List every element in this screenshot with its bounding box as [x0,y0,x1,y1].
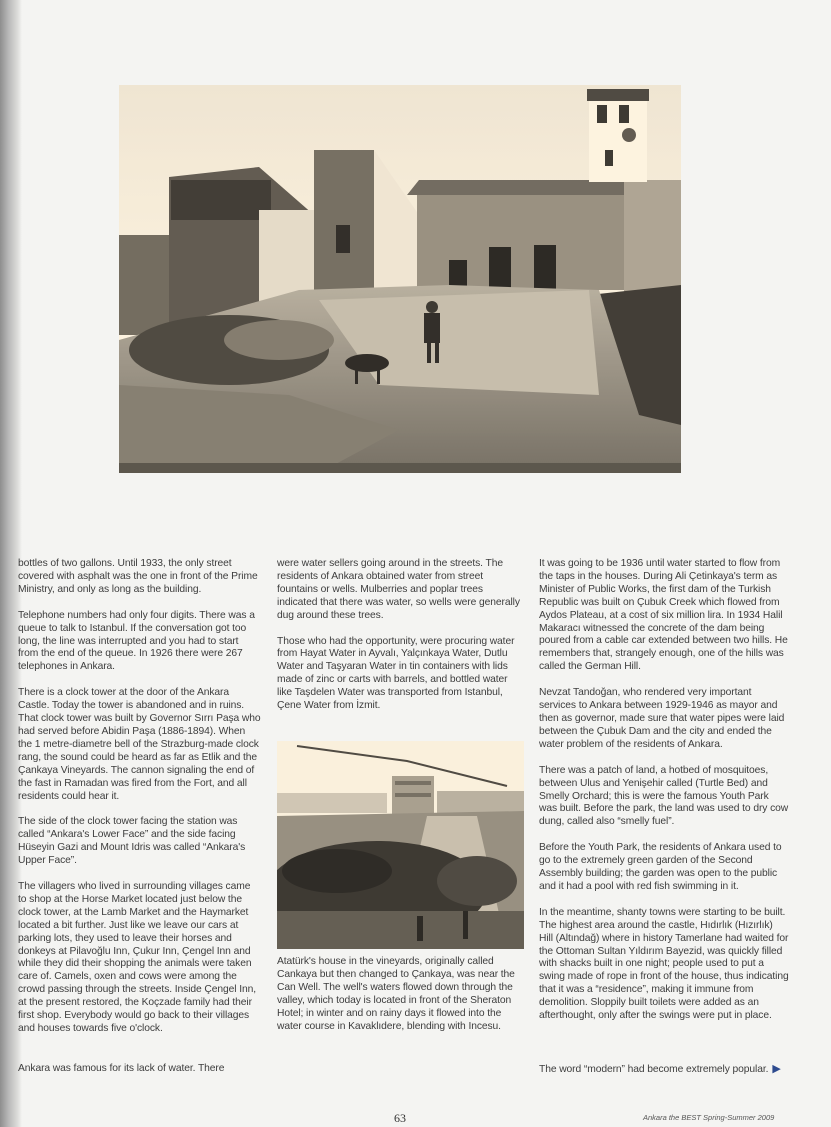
text-column-1 [18,558,261,1074]
paragraph: There is a clock tower at the door of the Ankara Castle. Today the tower is abandoned and in ruins. That clock tower was built by Governor Sırrı Paşa who had served before Abidin Paşa (1886-1894). When the 1 metre-diametre bell of the Strazburg-made clock rang, the sound could be heard as far as Etlik and the Çankaya Vineyards. The cannon signaling the end of the fast in Ramadan was fired from the Fort, and all residents could hear it. [18,687,261,802]
paragraph: Telephone numbers had only four digits. There was a queue to talk to Istanbul. If the conversation got too long, the line was interrupted and you had to start from the end of the queue. In 1926 there were 267 telephones in Ankara. [18,609,255,673]
paragraph: bottles of two gallons. Until 1933, the only street covered with asphalt was the one in front of the Prime Ministry, and only as long as the building. [18,558,258,595]
paragraph: were water sellers going around in the streets. The residents of Ankara obtained water from street fountains or wells. Mulberries and poplar trees indicated that there was water, so wells were generally dug around these trees. [277,558,520,621]
paragraph: The side of the clock tower facing the station was called “Ankara's Lower Face” and the side facing Hüseyin Gazi and Mount Idris was called “Ankara's Upper Face”. [18,816,246,867]
paragraph: Atatürk's house in the vineyards, originally called Cankaya but then changed to Çankaya, was near the Can Well. The well's waters flowed down through the valley, which today is located in front of the Sheraton Hotel; in winter and on rainy days it flowed into the water course in Kavaklıdere, blending with Incesu. [277,956,515,1032]
paragraph: Those who had the opportunity, were procuring water from Hayat Water in Ayvalı, Yalçınkaya Water, Dutlu Water and Taşyaran Water in tin containers with lids made of zinc or carts with barrels, and bottled water like Taşdelen Water was transported from Istanbul, Çene Water from İzmit. [277,635,515,712]
page-number: 63 [394,1111,406,1125]
continue-arrow-icon: ▶ [772,1063,781,1075]
text-column-2 [277,558,524,1032]
paragraph: Nevzat Tandoğan, who rendered very important services to Ankara between 1929-1946 as mayor and then as governor, made sure that water pipes were laid between the Çubuk Dam and the city and ended the water problem of the residents of Ankara. [539,687,785,750]
paragraph: Before the Youth Park, the residents of Ankara used to go to the extremely green garden of the Second Assembly building; the garden was open to the public and it had a pool with red fish swimming in it. [539,842,782,892]
paragraph-text: The word “modern” had become extremely popular. [539,1064,769,1075]
crowd-street-photo [277,741,524,949]
paragraph: The villagers who lived in surrounding villages came to shop at the Horse Market located just below the clock tower, at the Lamb Market and the Haymarket located a bit further. Just like we leave our cars at parking lots, they used to leave their horses and donkeys at Pilavoğlu Inn, Çukur Inn, Çengel Inn and while they did their shopping the animals were taken care of. Camels, oxen and cows were among the crowd passing through the streets. Inside Çengel Inn, at the present restored, the Koçzade family had their first shop. Everybody would go back to their villages and houses towards five o'clock. [18,881,256,1034]
paragraph: There was a patch of land, a hotbed of mosquitoes, between Ulus and Yenişehir called (Turtle Bed) and Smelly Orchard; this is were the famous Youth Park was built. Before the park, the land was used to dry cow dung, called also “smelly fuel”. [539,764,789,828]
paragraph: In the meantime, shanty towns were starting to be built. The highest area around the castle, Hıdırlık (Hızırlık) Hill (Altındağ) where in history Tamerlane had waited for the Ottoman Sultan Yıldırım Bayezid, was quickly filled with shacks built in one night; people used to put a swing made of rope in front of the house, thus indicating that it was a “residence”, making it immune from demolition. Sloppily built toilets were added as an afterthought, only after the swings were put in place. [539,906,789,1022]
paragraph [539,1063,781,1077]
running-footer: Ankara the BEST Spring-Summer 2009 [643,1113,775,1122]
text-column-3 [539,558,789,1075]
paragraph: Ankara was famous for its lack of water. There [18,1063,225,1074]
paragraph: It was going to be 1936 until water started to flow from the taps in the houses. During Ali Çetinkaya's term as Minister of Public Works, the first dam of the Turkish Republic was built on Çubuk Creek which flowed from Aydos Plateau, at a cost of six million lira. In 1934 Halil Makaracı witnessed the concrete of the dam being poured from a cable car extended between two hills. He remembers that, strangely enough, one of the hills was called the German Hill. [539,558,788,673]
castle-clock-tower-photo [119,85,681,473]
